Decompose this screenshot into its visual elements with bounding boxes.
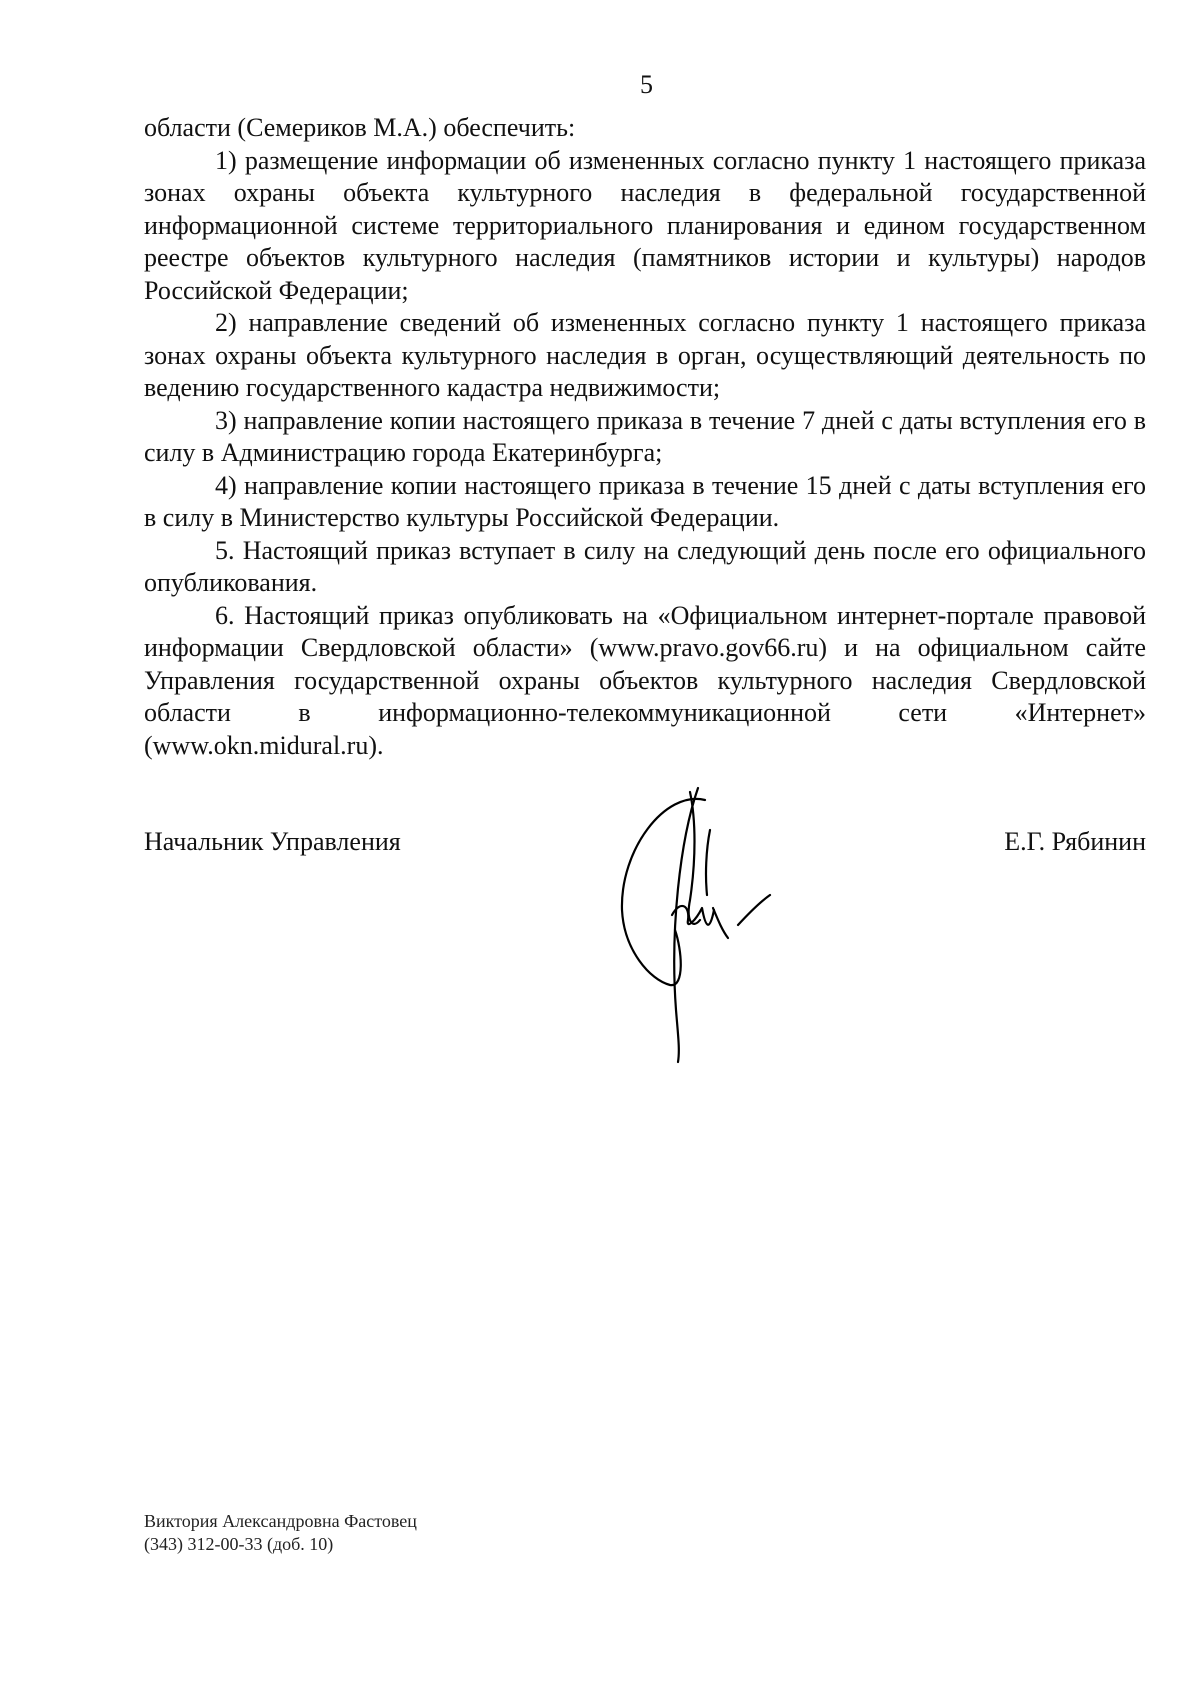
executor-info <box>144 1510 417 1556</box>
executor-phone: (343) 312-00-33 (доб. 10) <box>144 1534 334 1554</box>
paragraph-item-3: 3) направление копии настоящего приказа в течение 7 дней с даты вступления его в силу в Администрацию города Екатеринбурга; <box>144 405 1146 467</box>
signer-name: Е.Г. Рябинин <box>1004 827 1146 856</box>
paragraph-item-4: 4) направление копии настоящего приказа в течение 15 дней с даты вступления его в силу в Министерство культуры Российской Федерации. <box>144 470 1146 532</box>
paragraph-clause-6: 6. Настоящий приказ опубликовать на «Официальном интернет-портале правовой информации Свердловской области» (www.pravo.gov66.ru) и на официальном сайте Управления государственной охраны объектов культурного наследия Свердловской области в информационно-телекоммуникационной сети «Интернет» (www.okn.midural.ru). <box>144 600 1146 760</box>
document-body <box>144 112 1146 762</box>
paragraph-clause-5: 5. Настоящий приказ вступает в силу на следующий день после его официального опубликования. <box>144 535 1146 597</box>
position-title: Начальник Управления <box>144 827 401 856</box>
page-number: 5 <box>640 70 653 99</box>
executor-name: Виктория Александровна Фастовец <box>144 1511 417 1531</box>
paragraph-item-1: 1) размещение информации об измененных согласно пункту 1 настоящего приказа зонах охраны объекта культурного наследия в федеральной государственной информационной системе территориального планирования и едином государственном реестре объектов культурного наследия (памятников истории и культуры) народов Российской Федерации; <box>144 145 1146 305</box>
paragraph-item-2: 2) направление сведений об измененных согласно пункту 1 настоящего приказа зонах охраны объекта культурного наследия в орган, осуществляющий деятельность по ведению государственного кадастра недвижимости; <box>144 308 1146 402</box>
paragraph-intro: области (Семериков М.А.) обеспечить: <box>144 113 576 142</box>
handwritten-signature <box>610 780 830 1070</box>
